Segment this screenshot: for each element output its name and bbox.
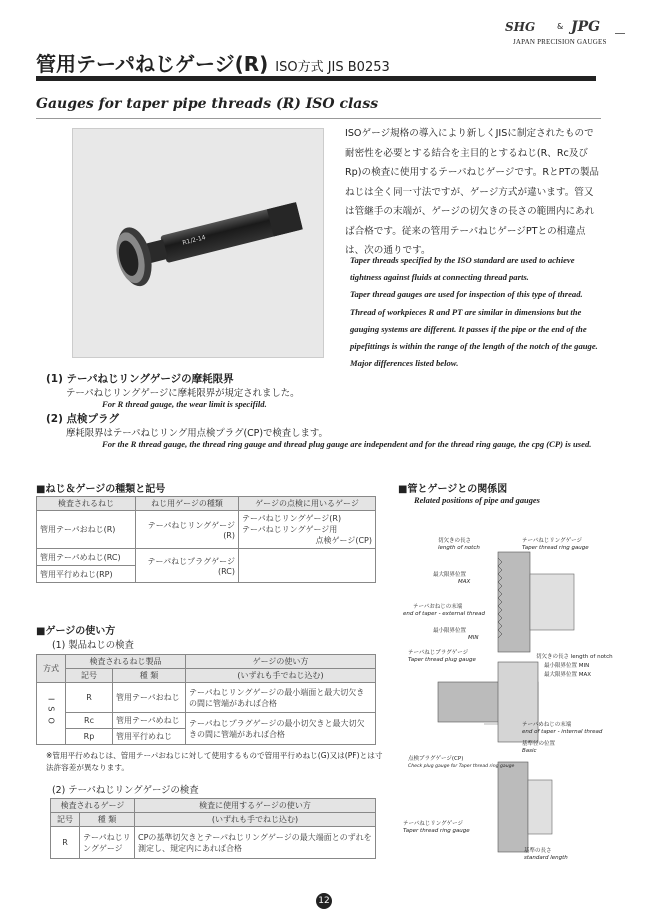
page-title-main: 管用テーパねじゲージ(R) [36, 52, 269, 76]
t2-row1-use: テーパねじリングゲージの最小端面と最大切欠きの間に管端があれば合格 [186, 683, 376, 713]
ring-gauge-shape [498, 552, 530, 652]
diagram-svg [398, 512, 628, 872]
lbl-basic-en: Basic [522, 748, 537, 754]
title-rule [36, 76, 596, 81]
t2-row1-symbol: R [66, 683, 113, 713]
usage-heading: ■ゲージの使い方 [36, 626, 116, 637]
t1-cell-rc-thread: 管用テーパめねじ(RC) [37, 549, 136, 566]
t2-header-use-sub: (いずれも手でねじ込む) [186, 669, 376, 683]
lbl-end-ext: テーパおねじの末端 [413, 604, 463, 610]
gauge-illustration [73, 129, 323, 357]
t1-header-gauge: ねじ用ゲージの種類 [136, 497, 239, 511]
page-title-sub: ISO方式 JIS B0253 [275, 60, 390, 75]
brand-mark: JPG [571, 19, 601, 35]
lbl-max-en: MAX [458, 579, 471, 585]
pipe-top-shape [530, 574, 574, 630]
lbl-min2: 最小限界位置 MIN [544, 663, 590, 669]
intro-english [350, 252, 608, 372]
diagram-heading: ■管とゲージとの関係図 [398, 484, 508, 495]
t2-header-method: 方式 [37, 655, 66, 683]
t3-symbol: R [51, 827, 80, 859]
t1-check-line2: テーパねじリングゲージ用 [242, 525, 338, 534]
t2-row2-symbol: Rc [66, 713, 113, 729]
t3-header-use-sub: (いずれも手でねじ込む) [135, 813, 376, 827]
lbl-max: 最大限界位置 [433, 572, 467, 578]
page-number: 12 [316, 893, 332, 909]
product-inspection-table [36, 654, 376, 745]
lbl-ring2-en: Taper thread ring gauge [403, 828, 470, 834]
ring-gauge-inspection-table [50, 798, 376, 859]
intro-english-p3: Thread of workpieces R and PT are similar in dimensions but the gauging systems are different. It passes if the pipe or the end of the pipefittings is within the range of the length of the notch of the gauge. Major differences listed below. [350, 306, 598, 369]
diagram-heading-en: Related positions of pipe and gauges [414, 496, 540, 505]
lbl-min-en: MIN [468, 635, 479, 641]
photo-engraving: R1/2-14 [181, 234, 207, 247]
t2-header-symbol: 記号 [66, 669, 113, 683]
footnote: ※管用平行めねじは、管用テーパおねじに対して使用するもので管用平行めねじ(G)又は(PF)とは寸法許容差が異なります。 [46, 751, 383, 772]
t1-check-line3: 点検ゲージ(CP) [315, 536, 372, 545]
t2-row3-kind: 管用平行めねじ [113, 729, 186, 745]
lbl-basic: 基準径の位置 [522, 741, 556, 747]
t1-check-line1: テーパねじリングゲージ(R) [242, 514, 342, 523]
t2-header-product: 検査されるねじ製品 [66, 655, 186, 669]
lbl-std-len: 基準の長さ [524, 848, 552, 854]
brand-shg: SHG [505, 20, 536, 34]
t2-method-iso: ISO [37, 683, 66, 745]
page-title [36, 48, 390, 77]
t1-cell-r-thread: 管用テーパおねじ(R) [37, 511, 136, 549]
lbl-end-int: テーパめねじの末端 [522, 722, 572, 728]
t1-cell-r-gauge: テーパねじリングゲージ(R) [136, 511, 239, 549]
t3-use: CPの基準切欠きとテーパねじリングゲージの最大端面とのずれを測定し、規定内にあれば合格 [135, 827, 376, 859]
t3-header-use: 検査に使用するゲージの使い方 [135, 799, 376, 813]
t2-row2-kind: 管用テーパめねじ [113, 713, 186, 729]
section2-text: 摩耗限界はテーパねじリング用点検プラグ(CP)で検査します。 [66, 428, 328, 439]
brand-subtitle: JAPAN PRECISION GAUGES [513, 38, 607, 46]
lbl-ring2: テーパねじリングゲージ [403, 821, 464, 827]
t3-header-kind: 種 類 [80, 813, 135, 827]
section2-english: For the R thread gauge, the thread ring gauge and thread plug gauge are independent and for the thread ring gauge, the cpg (CP) is used. [102, 439, 592, 449]
section1-text: テーパねじリングゲージに摩耗限界が規定されました。 [66, 388, 300, 399]
lbl-ring-en: Taper thread ring gauge [522, 545, 589, 551]
t1-cell-empty [239, 549, 376, 583]
page-subtitle: Gauges for taper pipe threads (R) ISO class [36, 96, 379, 112]
lbl-notch-len2: 切欠きの長さ length of notch [536, 654, 613, 660]
table1-heading: ■ねじ＆ゲージの種類と記号 [36, 484, 166, 495]
usage-sub1: (1) 製品ねじの検査 [52, 640, 134, 651]
t3-header-checked: 検査されるゲージ [51, 799, 135, 813]
pipe-gauge-diagram [398, 512, 628, 872]
subtitle-rule [36, 118, 601, 119]
t2-row3-symbol: Rp [66, 729, 113, 745]
t2-header-use: ゲージの使い方 [186, 655, 376, 669]
lbl-notch-len-en: length of notch [438, 545, 480, 551]
lbl-notch-len: 切欠きの長さ [438, 538, 472, 544]
t1-cell-plug-gauge: テーパねじプラグゲージ(RC) [136, 549, 239, 583]
t1-cell-rp-thread: 管用平行めねじ(RP) [37, 566, 136, 583]
t3-header-symbol: 記号 [51, 813, 80, 827]
lbl-end-int-en: end of taper - internal thread [522, 729, 603, 735]
lbl-cp-en: Check plug gauge for Taper thread ring gauge [408, 764, 515, 769]
intro-english-p1: Taper threads specified by the ISO standard are used to achieve tightness against fluids at connecting thread parts. [350, 255, 575, 283]
t3-kind: テーパねじリングゲージ [80, 827, 135, 859]
section1-english: For R thread gauge, the wear limit is specifild. [102, 399, 267, 409]
lbl-max2: 最大限界位置 MAX [544, 672, 592, 678]
lbl-std-len-en: standard length [524, 855, 568, 861]
lbl-min: 最小限界位置 [433, 628, 467, 634]
section1-heading: (1) テーパねじリングゲージの摩耗限界 [46, 373, 234, 385]
intro-japanese: ISOゲージ規格の導入により新しくJISに制定されたもので耐密性を必要とする結合を主目的とするねじ(R、Rc及びRp)の検査に使用するテーパねじゲージです。RとPTの製品ねじは全く同一寸法ですが、ゲージ方式が違います。管又は管継手の末端が、ゲージの切欠きの長さの範囲内にあれば合格です。従来の管用テーパねじゲージPTとの相違点は、次の通りです。 [345, 128, 600, 256]
product-photo [72, 128, 324, 358]
lbl-plug: テーパねじプラグゲージ [408, 650, 469, 656]
t2-header-kind: 種 類 [113, 669, 186, 683]
thread-gauge-table [36, 496, 376, 583]
table3-heading: (2) テーパねじリングゲージの検査 [52, 785, 199, 796]
lbl-end-ext-en: end of taper - external thread [403, 611, 486, 617]
t2-row1-kind: 管用テーパおねじ [113, 683, 186, 713]
lbl-cp: 点検プラグゲージ(CP) [408, 756, 464, 762]
t1-header-check: ゲージの点検に用いるゲージ [239, 497, 376, 511]
lbl-ring: テーパねじリングゲージ [522, 538, 583, 544]
brand-amp: & [557, 22, 564, 31]
logo-divider [615, 33, 625, 34]
cp-plug-shape [528, 780, 552, 834]
section2-heading: (2) 点検プラグ [46, 413, 120, 425]
intro-english-p2: Taper thread gauges are used for inspection of this type of thread. [350, 289, 583, 300]
t1-cell-r-check [239, 511, 376, 549]
cp-ring-shape [498, 762, 528, 852]
brand-logo [505, 20, 627, 58]
t1-header-thread: 検査されるねじ [37, 497, 136, 511]
t2-row2-use: テーパねじプラグゲージの最小切欠きと最大切欠きの間に管端があれば合格 [186, 713, 376, 745]
lbl-plug-en: Taper thread plug gauge [408, 657, 476, 663]
